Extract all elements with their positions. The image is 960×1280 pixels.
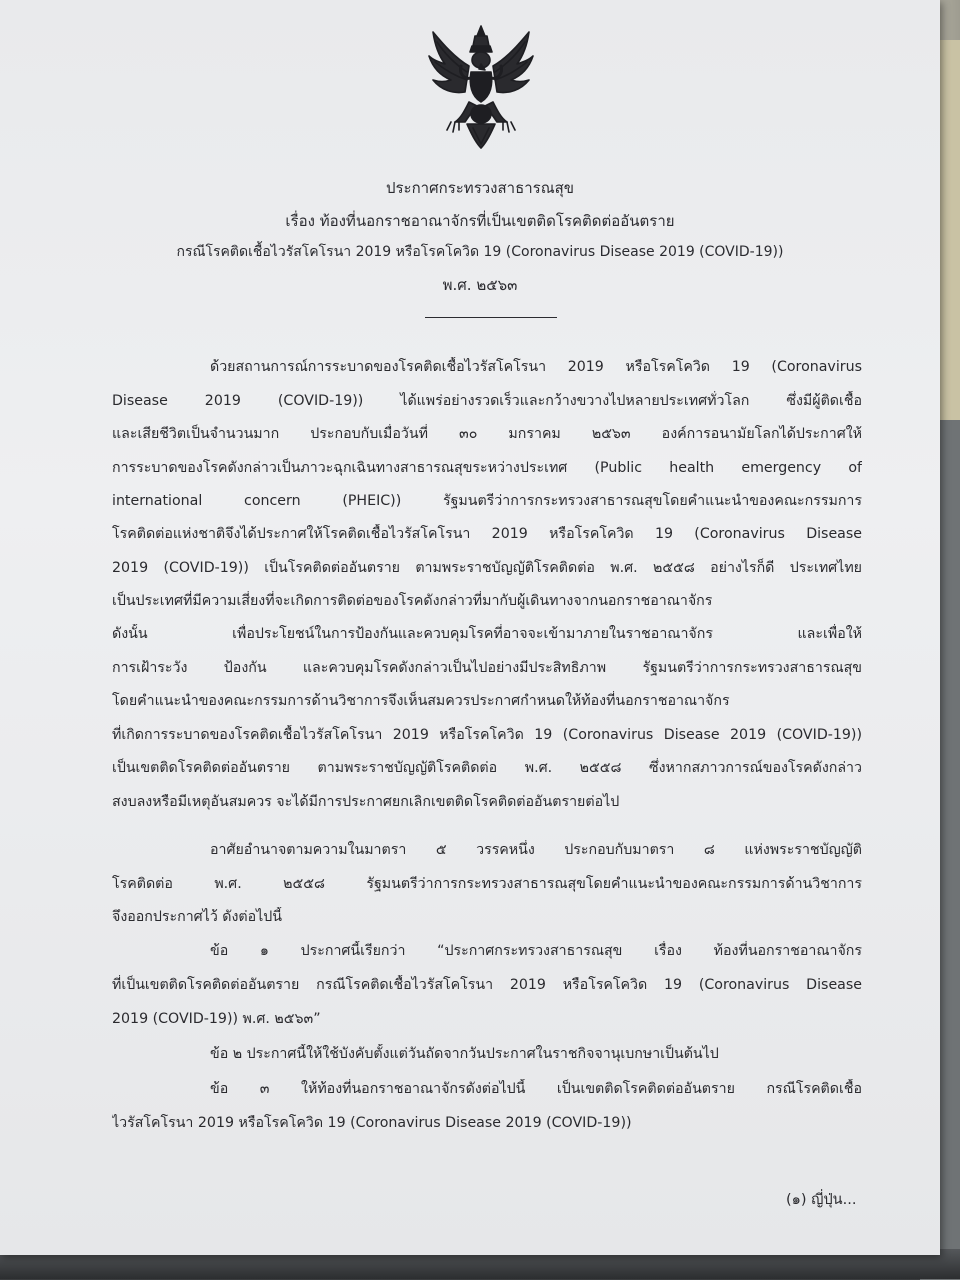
header-line-3: กรณีโรคติดเชื้อไวรัสโคโรนา 2019 หรือโรคโควิด 19 (Coronavirus Disease 2019 (COVID-19)) [176, 244, 784, 260]
page-continuation-note: (๑) ญี่ปุ่น... [786, 1192, 857, 1208]
paragraph-2-line: จึงออกประกาศไว้ ดังต่อไปนี้ [112, 909, 283, 925]
clause-2-line: ข้อ ๒ ประกาศนี้ให้ใช้บังคับตั้งแต่วันถัดจากวันประกาศในราชกิจจานุเบกษาเป็นต้นไป [210, 1046, 719, 1062]
clause-1-line: ที่เป็นเขตติดโรคติดต่ออันตราย กรณีโรคติดเชื้อไวรัสโคโรนา 2019 หรือโรคโควิด 19 (Coronavirus Disease [112, 977, 862, 993]
paragraph-1-line: การเฝ้าระวัง ป้องกัน และควบคุมโรคดังกล่าวเป็นไปอย่างมีประสิทธิภาพ รัฐมนตรีว่าการกระทรวงสาธารณสุข [112, 660, 862, 676]
paragraph-1-line: โรคติดต่อแห่งชาติจึงได้ประกาศให้โรคติดเชื้อไวรัสโคโรนา 2019 หรือโรคโควิด 19 (Coronavirus Disease [112, 526, 862, 542]
paragraph-2-line: โรคติดต่อ พ.ศ. ๒๕๕๘ รัฐมนตรีว่าการกระทรวงสาธารณสุขโดยคำแนะนำของคณะกรรมการด้านวิชาการ [112, 876, 862, 892]
paragraph-1-line: ดังนั้น เพื่อประโยชน์ในการป้องกันและควบคุมโรคที่อาจจะเข้ามาภายในราชอาณาจักร และเพื่อให้ [112, 626, 862, 642]
clause-1-line: 2019 (COVID-19)) พ.ศ. ๒๕๖๓” [112, 1011, 321, 1027]
paragraph-1-line: international concern (PHEIC)) รัฐมนตรีว่าการกระทรวงสาธารณสุขโดยคำแนะนำของคณะกรรมการ [112, 493, 862, 509]
paragraph-1-line: และเสียชีวิตเป็นจำนวนมาก ประกอบกับเมื่อวันที่ ๓๐ มกราคม ๒๕๖๓ องค์การอนามัยโลกได้ประกาศให้ [112, 426, 862, 442]
header-line-4: พ.ศ. ๒๕๖๓ [442, 276, 518, 294]
clause-3-line: ข้อ ๓ ให้ท้องที่นอกราชอาณาจักรดังต่อไปนี้ เป็นเขตติดโรคติดต่ออันตราย กรณีโรคติดเชื้อ [210, 1081, 862, 1097]
header-line-1: ประกาศกระทรวงสาธารณสุข [385, 179, 575, 197]
paragraph-1-line: เป็นประเทศที่มีความเสี่ยงที่จะเกิดการติดต่อของโรคดังกล่าวที่มากับผู้เดินทางจากนอกราชอาณาจักร [112, 593, 713, 609]
paragraph-2-line: อาศัยอำนาจตามความในมาตรา ๕ วรรคหนึ่ง ประกอบกับมาตรา ๘ แห่งพระราชบัญญัติ [210, 842, 862, 858]
paragraph-1-line: ด้วยสถานการณ์การระบาดของโรคติดเชื้อไวรัสโคโรนา 2019 หรือโรคโควิด 19 (Coronavirus [210, 359, 862, 375]
paragraph-1-line: ที่เกิดการระบาดของโรคติดเชื้อไวรัสโคโรนา 2019 หรือโรคโควิด 19 (Coronavirus Disease 2019 (COVID-19)) [112, 727, 862, 743]
clause-3-line: ไวรัสโคโรนา 2019 หรือโรคโควิด 19 (Coronavirus Disease 2019 (COVID-19)) [112, 1115, 632, 1131]
paragraph-1-line: โดยคำแนะนำของคณะกรรมการด้านวิชาการจึงเห็นสมควรประกาศกำหนดให้ท้องที่นอกราชอาณาจักร [112, 693, 730, 709]
paragraph-1-line: เป็นเขตติดโรคติดต่ออันตราย ตามพระราชบัญญัติโรคติดต่อ พ.ศ. ๒๕๕๘ ซึ่งหากสภาวการณ์ของโรคดังกล่าว [112, 760, 862, 776]
paragraph-1-line: สงบลงหรือมีเหตุอันสมควร จะได้มีการประกาศยกเลิกเขตติดโรคติดต่ออันตรายต่อไป [112, 794, 620, 810]
paragraph-1-line: การระบาดของโรคดังกล่าวเป็นภาวะฉุกเฉินทางสาธารณสุขระหว่างประเทศ (Public health emergency of [112, 460, 862, 476]
clause-1-line: ข้อ ๑ ประกาศนี้เรียกว่า “ประกาศกระทรวงสาธารณสุข เรื่อง ท้องที่นอกราชอาณาจักร [210, 943, 862, 959]
garuda-emblem [425, 22, 537, 152]
paragraph-1-line: 2019 (COVID-19)) เป็นโรคติดต่ออันตราย ตามพระราชบัญญัติโรคติดต่อ พ.ศ. ๒๕๕๘ อย่างไรก็ดี ประเทศไทย [112, 560, 862, 576]
header-divider [425, 317, 557, 318]
paragraph-1-line: Disease 2019 (COVID-19)) ได้แพร่อย่างรวดเร็วและกว้างขวางไปหลายประเทศทั่วโลก ซึ่งมีผู้ติดเชื้อ [112, 393, 862, 409]
header-line-2: เรื่อง ท้องที่นอกราชอาณาจักรที่เป็นเขตติดโรคติดต่ออันตราย [285, 212, 675, 230]
